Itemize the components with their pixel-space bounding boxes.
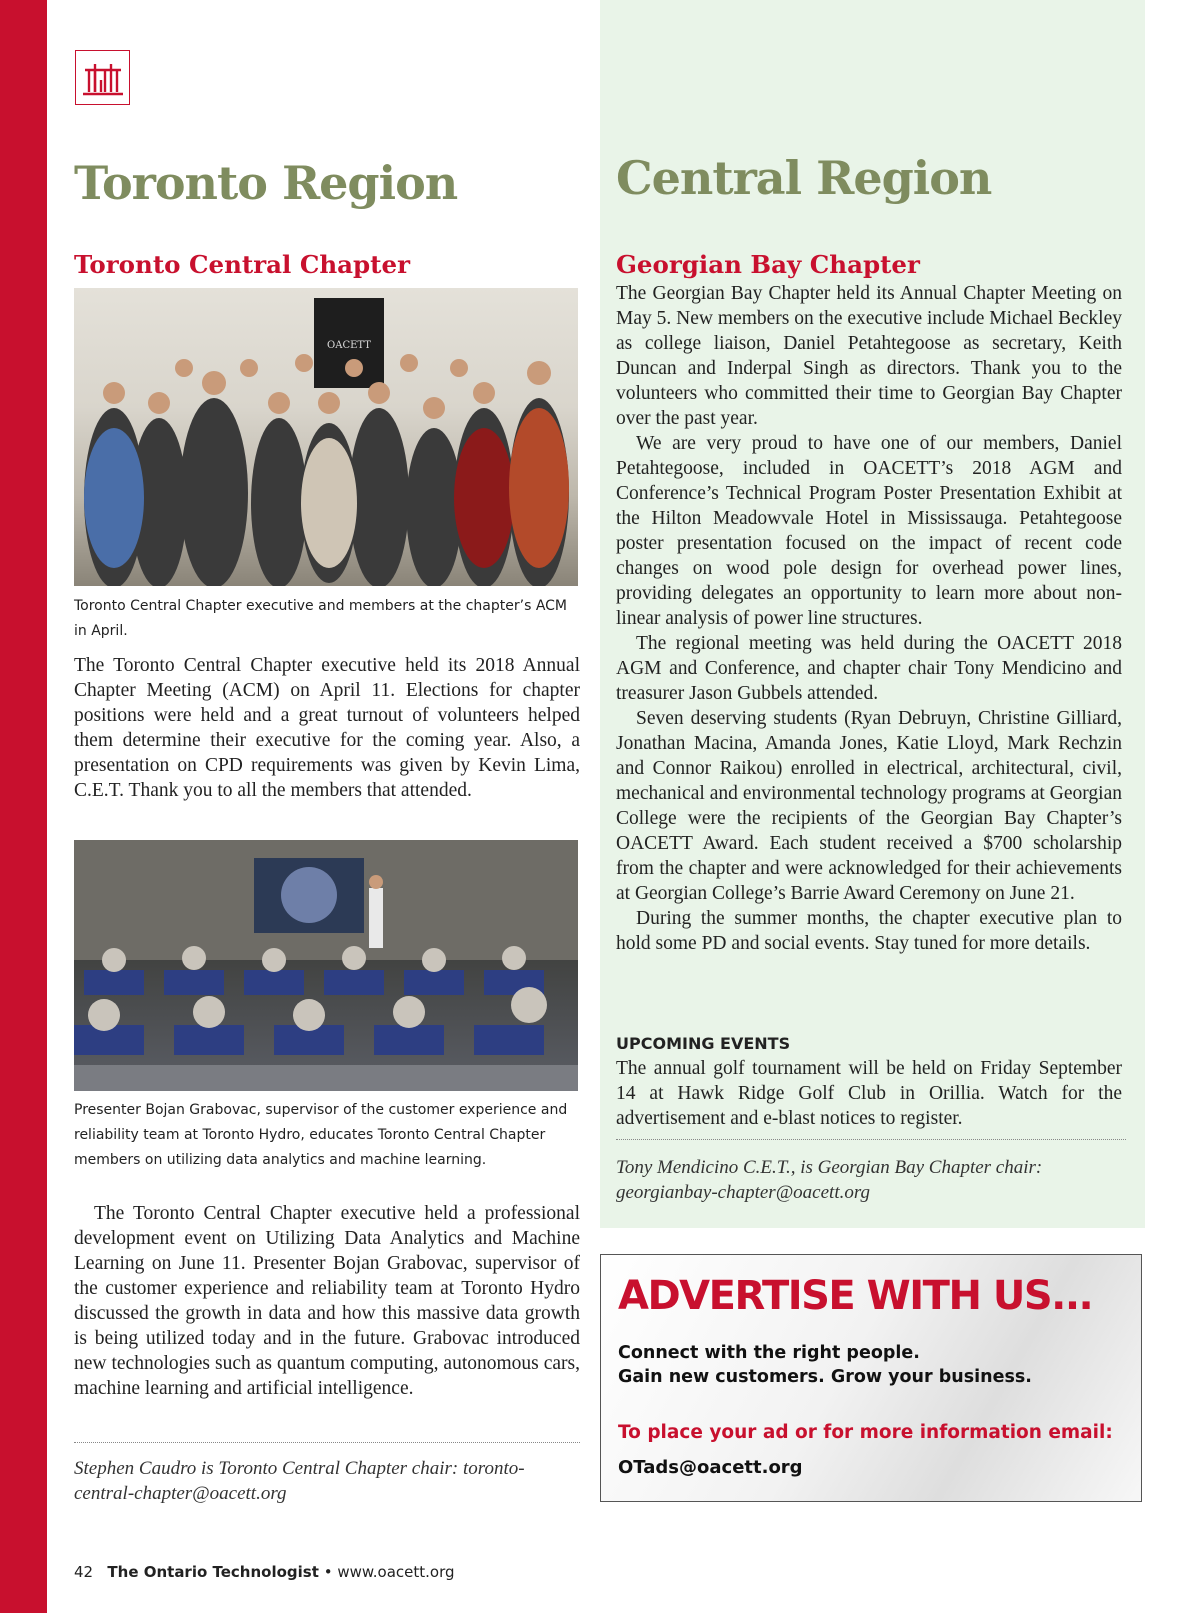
- toronto-signature: Stephen Caudro is Toronto Central Chapter chair: toronto-central-chapter@oacett.org: [74, 1458, 525, 1504]
- publication-name: The Ontario Technologist: [107, 1563, 319, 1581]
- group-photo-caption: Toronto Central Chapter executive and members at the chapter’s ACM in April.: [74, 598, 568, 639]
- georgian-paragraph-4: Seven deserving students (Ryan Debruyn, Christine Gilliard, Jonathan Macina, Amanda Jones, Katie Lloyd, Mark Rechzin and Connor Raikou) enrolled in electrical, architectural, civil, mechanical and environmental technology programs at Georgian College were the recipients of the Georgian Bay Chapter’s OACETT Award. Each student received a $700 scholarship from the chapter and were acknowledged for their achievements at Georgian College’s Barrie Award Ceremony on June 21.: [616, 708, 1122, 904]
- page-number: 42: [74, 1563, 94, 1581]
- advertise-line-2: Gain new customers. Grow your business.: [618, 1367, 1032, 1387]
- website-link[interactable]: www.oacett.org: [337, 1563, 455, 1581]
- georgian-divider: [616, 1139, 1126, 1140]
- advertise-cta: To place your ad or for more information email:: [618, 1422, 1113, 1443]
- oacett-logo-icon: [81, 58, 125, 98]
- georgian-paragraph-1: The Georgian Bay Chapter held its Annual Chapter Meeting on May 5. New members on the executive include Michael Beckley as college liaison, Daniel Petahtegoose as secretary, Keith Duncan and Inderpal Singh as directors. Thank you to the volunteers who committed their time to Georgian Bay Chapter over the past year.: [616, 283, 1122, 429]
- toronto-paragraph-1: [74, 653, 580, 803]
- left-red-bar: [0, 0, 47, 1613]
- upcoming-events-body: [616, 1056, 1122, 1131]
- toronto-paragraph-2: [74, 1201, 580, 1401]
- advertise-email-link[interactable]: OTads@oacett.org: [618, 1457, 803, 1478]
- page-footer: [74, 1563, 455, 1581]
- advertise-box[interactable]: [600, 1254, 1142, 1502]
- advertise-line-1: Connect with the right people.: [618, 1343, 920, 1363]
- toronto-divider: [74, 1442, 580, 1443]
- georgian-paragraph-5: During the summer months, the chapter executive plan to hold some PD and social events. Stay tuned for more details.: [616, 908, 1122, 954]
- advertise-title: ADVERTISE WITH US...: [618, 1273, 1093, 1319]
- presentation-event-photo: [74, 840, 578, 1091]
- toronto-paragraph-2-text: The Toronto Central Chapter executive held a professional development event on Utilizing Data Analytics and Machine Learning on June 11. Presenter Bojan Grabovac, supervisor of the customer experience and reliability team at Toronto Hydro discussed the growth in data and how this massive data growth is being utilized today and in the future. Grabovac introduced new technologies such as quantum computing, autonomous cars, machine learning and artificial intelligence.: [74, 1203, 580, 1399]
- toronto-paragraph-1-text: The Toronto Central Chapter executive held its 2018 Annual Chapter Meeting (ACM) on April 11. Elections for chapter positions were held and a great turnout of volunteers helped them determine their executive for the coming year. Also, a presentation on CPD requirements was given by Kevin Lima, C.E.T. Thank you to all the members that attended.: [74, 655, 580, 801]
- georgian-bay-body: [616, 281, 1122, 956]
- chapter-group-photo: [74, 288, 578, 586]
- central-region-title: Central Region: [616, 151, 992, 205]
- georgian-paragraph-2: We are very proud to have one of our members, Daniel Petahtegoose, included in OACETT’s 2018 AGM and Conference’s Technical Program Poster Presentation Exhibit at the Hilton Meadowvale Hotel in Mississauga. Petahtegoose poster presentation focused on the impact of recent code changes on wood pole design for overhead power lines, providing delegates an opportunity to learn more about non-linear analysis of power line structures.: [616, 433, 1122, 629]
- upcoming-events-text: The annual golf tournament will be held on Friday September 14 at Hawk Ridge Golf Club in Orillia. Watch for the advertisement and e-blast notices to register.: [616, 1058, 1122, 1129]
- georgian-signature: Tony Mendicino C.E.T., is Georgian Bay Chapter chair: georgianbay-chapter@oacett.org: [616, 1157, 1043, 1203]
- oacett-logo: [75, 50, 130, 105]
- toronto-region-title: Toronto Region: [74, 156, 458, 210]
- presentation-photo-caption: Presenter Bojan Grabovac, supervisor of the customer experience and reliability team at Toronto Hydro, educates Toronto Central Chapter members on utilizing data analytics and machine learning.: [74, 1102, 568, 1168]
- footer-separator: •: [323, 1563, 333, 1581]
- photo-banner-text: OACETT: [327, 340, 371, 351]
- upcoming-events-heading: UPCOMING EVENTS: [616, 1034, 791, 1053]
- toronto-central-chapter-title: Toronto Central Chapter: [74, 250, 410, 279]
- georgian-bay-chapter-title: Georgian Bay Chapter: [616, 250, 920, 279]
- georgian-paragraph-3: The regional meeting was held during the OACETT 2018 AGM and Conference, and chapter chair Tony Mendicino and treasurer Jason Gubbels attended.: [616, 633, 1122, 704]
